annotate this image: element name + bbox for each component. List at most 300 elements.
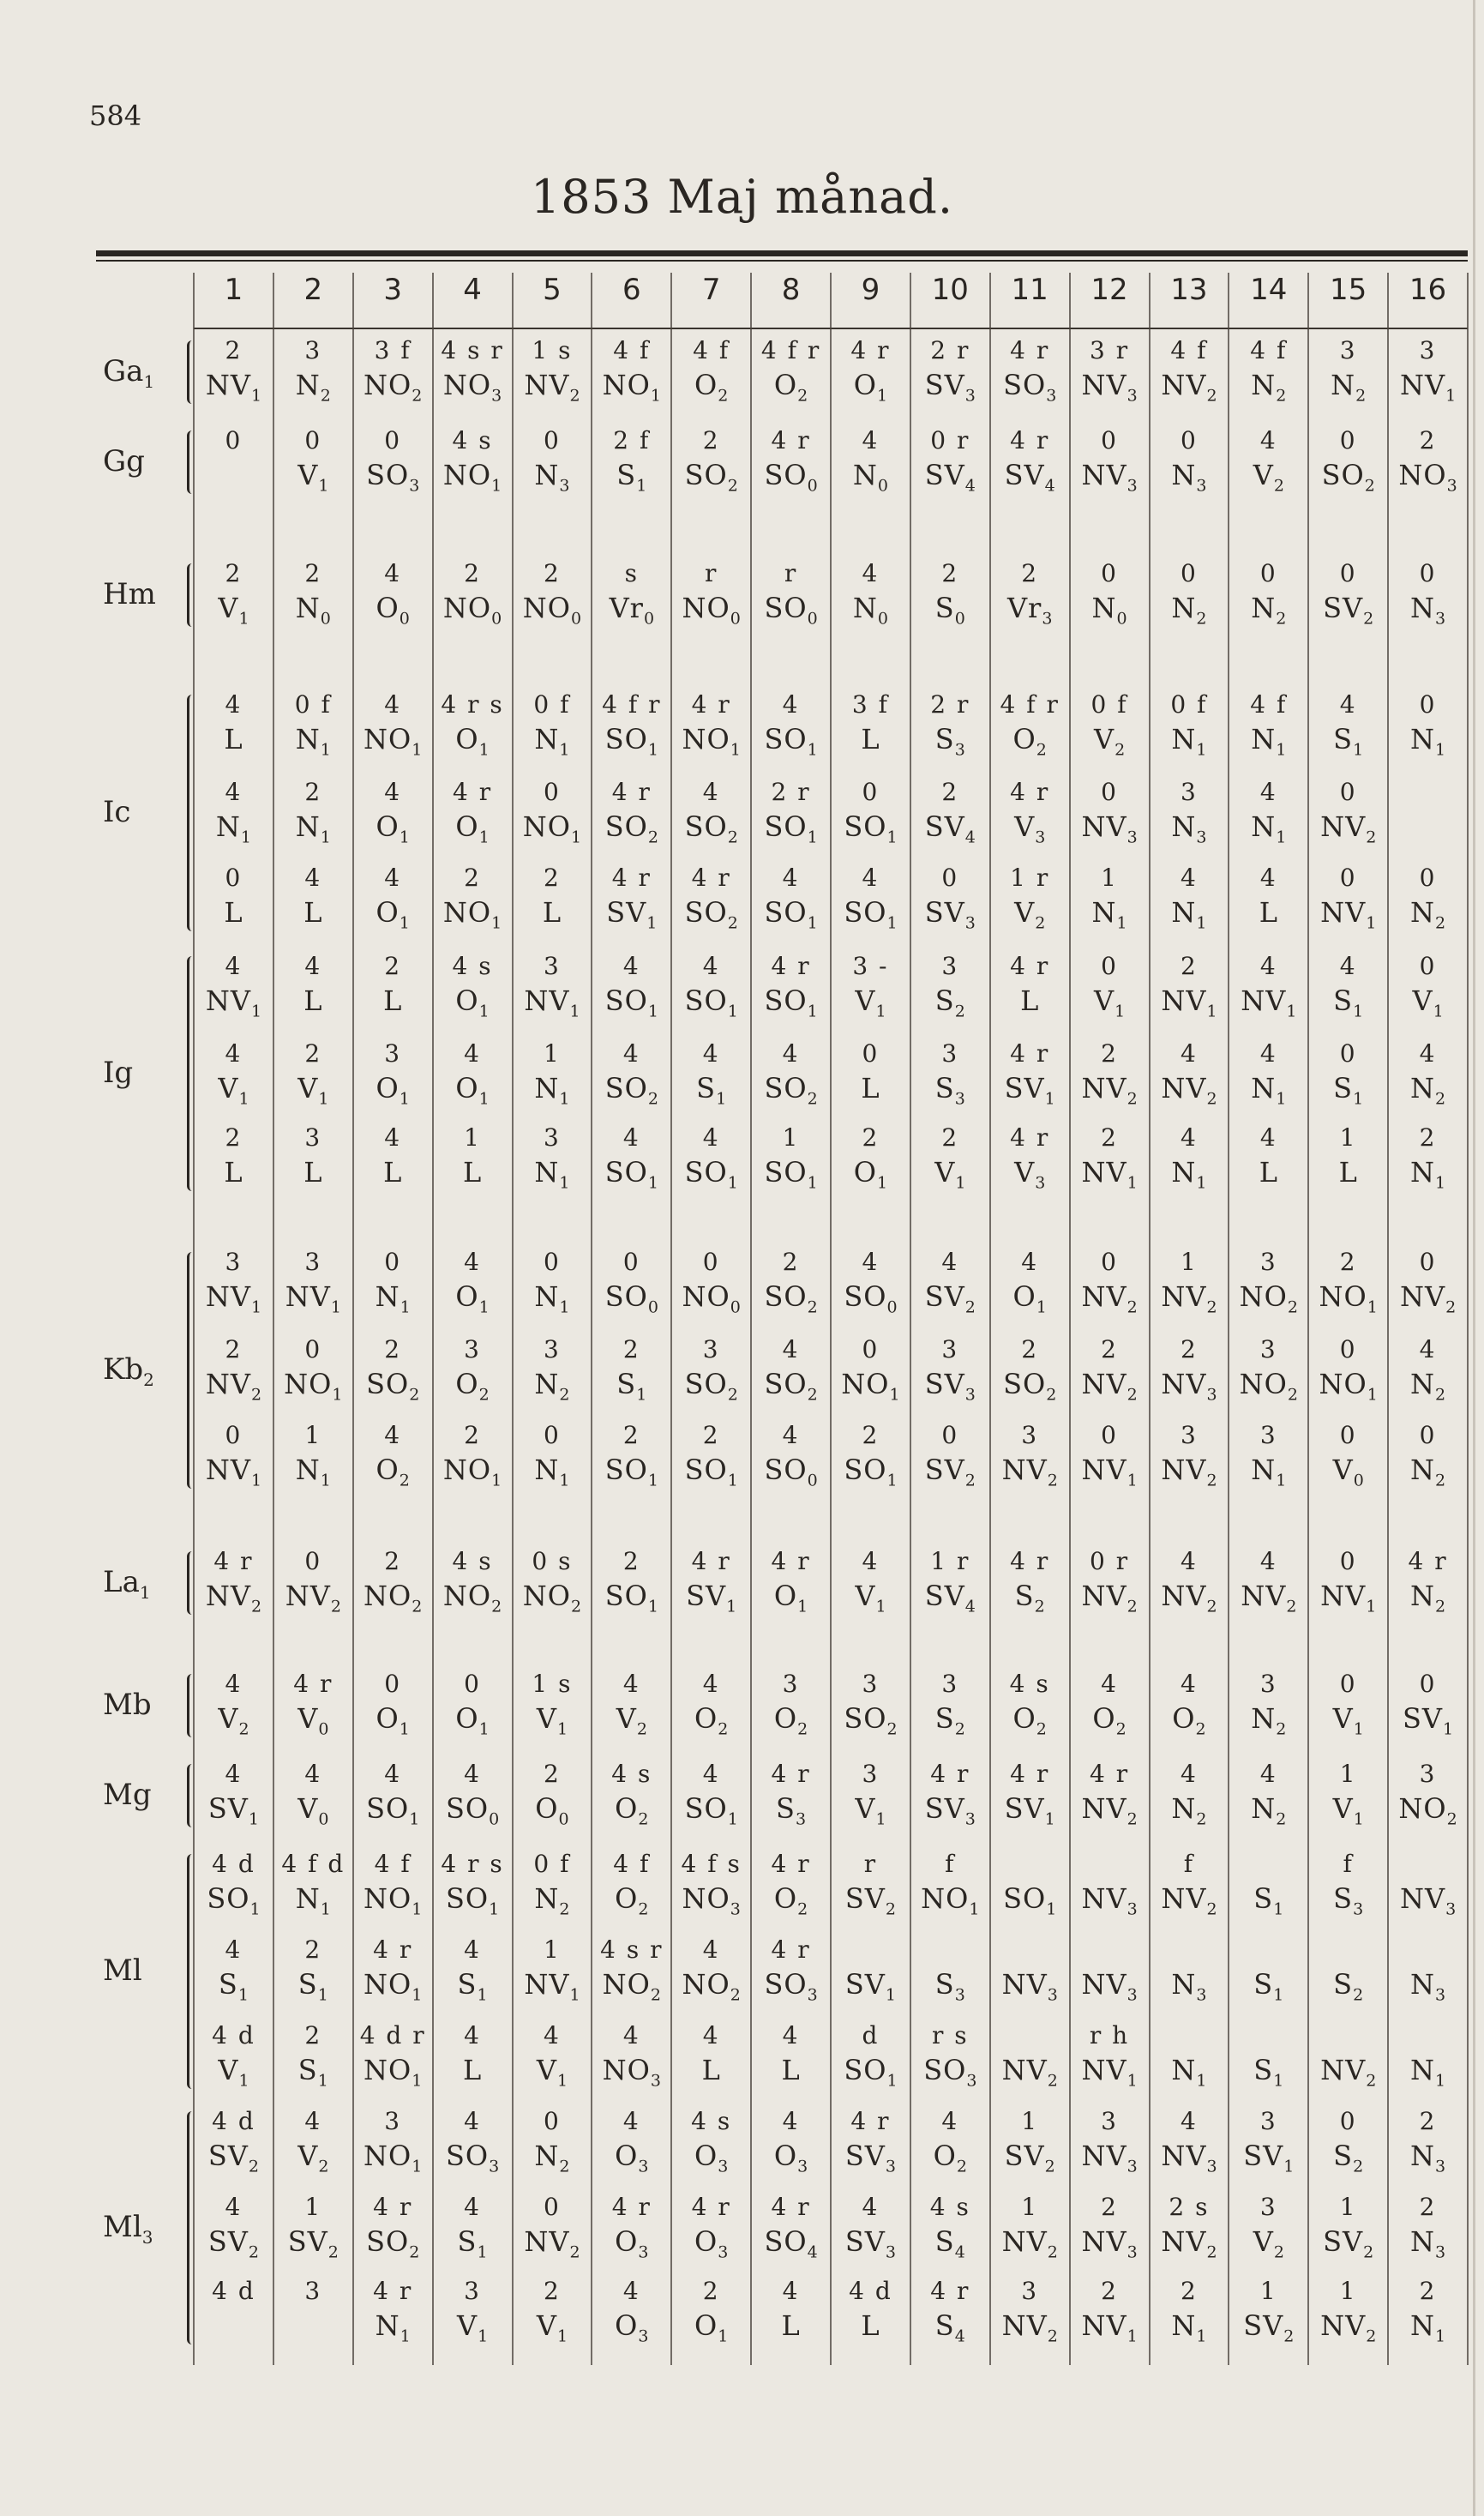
wind-force: 1 [1044,1089,1055,1109]
wind-direction: SV [1323,592,1364,624]
wind-direction: SV [1403,1702,1444,1735]
observation-cell [1229,1335,1308,1405]
wind-force: 3 [1127,2157,1138,2176]
wind-code [1150,1156,1229,1193]
cloud-weather-code: 4 [464,1248,481,1276]
wind-force: 1 [478,740,490,760]
observation-cell [433,1852,513,1919]
wind-direction: N [534,1368,560,1400]
cloud-weather-code: 4 s [452,952,493,980]
wind-direction: SO [445,1882,490,1915]
cloud-weather-code: 3 r [1090,336,1130,364]
wind-force: 2 [1364,476,1375,496]
cloud-weather-code: 2 [941,1123,959,1152]
wind-code [990,2142,1070,2176]
observation-cell [1229,1852,1308,1919]
cloud-weather-code: 3 [1021,1421,1039,1449]
wind-force: 2 [1435,913,1446,933]
wind-direction: L [1020,984,1040,1017]
day-header-14: 14 [1250,273,1288,307]
wind-code [433,461,513,496]
wind-code [751,2309,831,2346]
cloud-weather-code: 2 [1419,2193,1437,2221]
cloud-weather-code: 4 r [771,1935,811,1964]
cloud-weather-code: 4 r [611,864,652,892]
wind-direction: NO [363,369,412,401]
wind-force: 2 [1206,1471,1217,1490]
observation-cell [1070,2195,1150,2262]
wind-force: 3 [1047,1985,1058,2005]
wind-direction: S [1333,723,1354,755]
wind-code [751,1456,831,1490]
wind-direction: N [1410,2225,1436,2258]
observation-cell [513,954,592,1021]
cloud-weather-code: 0 r [1090,1547,1130,1575]
page-number: 584 [89,99,142,132]
wind-direction: O [1012,723,1036,755]
wind-force: 1 [559,740,570,760]
observation-cell [1388,2024,1468,2091]
cloud-weather-code: r [784,559,798,587]
wind-code [592,1882,671,1919]
wind-code [1388,725,1468,760]
cloud-weather-code: 0 [384,1248,402,1276]
observation-cell [592,2021,671,2091]
cloud-weather-code: 4 [622,2107,640,2135]
day-header-13: 13 [1170,273,1208,307]
wind-code [1388,1280,1468,1317]
wind-force: 2 [409,1385,420,1405]
cloud-weather-code: 4 [225,1760,243,1788]
wind-force: 2 [1195,1719,1206,1739]
observation-cell [353,690,433,760]
wind-direction: S [934,1702,955,1735]
wind-force: 1 [330,1297,341,1317]
wind-force: 3 [1035,828,1046,847]
observation-cell [910,780,990,847]
cloud-weather-code: 4 [1339,690,1357,719]
cloud-weather-code: 0 [1181,426,1198,454]
wind-code [1229,594,1308,629]
wind-code [273,1370,353,1405]
wind-force: 1 [478,828,490,847]
observation-cell [592,1123,671,1193]
cloud-weather-code: 0 f [1090,690,1128,719]
cloud-weather-code: 3 [304,336,322,364]
wind-force: 1 [320,740,331,760]
wind-direction: SO [844,896,887,929]
observation-cell [1229,1123,1308,1193]
wind-direction: S [1333,984,1354,1017]
observation-cell [1388,1421,1468,1490]
cloud-weather-code: 4 s r [441,336,504,364]
wind-force: 1 [1273,2071,1284,2091]
wind-code [353,1792,433,1829]
wind-direction: O [773,369,798,401]
wind-code [1229,461,1308,496]
wind-direction: NV [285,1280,331,1313]
wind-code [1308,1968,1388,2005]
wind-direction: SV [844,2140,886,2172]
observation-cell [671,1762,751,1829]
observation-cell [433,1123,513,1193]
wind-code [910,594,990,629]
wind-direction: SV [1323,2225,1364,2258]
wind-direction: O [694,2140,718,2172]
observation-cell [194,1250,273,1317]
wind-force: 3 [1196,476,1207,496]
station-name: La [103,1565,140,1599]
observation-cell [990,1123,1070,1193]
wind-code [1150,1370,1229,1405]
cloud-weather-code: 3 [384,2107,402,2135]
wind-direction: NO [363,723,412,755]
wind-direction: NV [524,2225,570,2258]
wind-code [671,1882,751,1919]
wind-code [353,1456,433,1490]
wind-code [513,1702,592,1739]
wind-force: 1 [1353,1809,1364,1829]
cloud-weather-code: 2 [1181,2277,1198,2305]
wind-force: 3 [964,913,976,933]
wind-code [194,1280,273,1317]
cloud-weather-code: 4 [941,2107,959,2135]
wind-force: 1 [412,1899,423,1919]
observation-cell [671,1250,751,1317]
cloud-weather-code: 2 [464,1421,481,1449]
wind-force: 2 [807,1089,818,1109]
wind-direction: N [1251,1792,1277,1825]
cloud-weather-code: 0 [622,1248,640,1276]
wind-force: 1 [399,1719,410,1739]
observation-cell [353,1852,433,1919]
wind-direction: N [534,723,560,755]
wind-code [990,984,1070,1021]
wind-direction: N [1410,896,1436,929]
cloud-weather-code: 2 [1181,952,1198,980]
observation-cell [513,1762,592,1829]
wind-code [671,2309,751,2346]
wind-force: 1 [807,1173,818,1193]
cloud-weather-code: 3 [304,2277,322,2305]
wind-direction: L [462,1156,483,1189]
cloud-weather-code: 2 [384,1547,402,1575]
wind-direction: SO [684,1792,728,1825]
wind-direction: N [295,723,321,755]
wind-direction: NO [363,1580,412,1612]
observation-cell [1388,1938,1468,2005]
wind-direction: N [295,369,321,401]
wind-force: 1 [636,476,647,496]
wind-direction: NV [1320,2309,1367,2342]
wind-force: 2 [1127,1597,1138,1616]
wind-direction: L [383,984,403,1017]
wind-force: 1 [647,740,658,760]
observation-cell [1388,780,1468,847]
wind-code [831,1456,910,1490]
wind-code [1388,2056,1468,2091]
wind-code [751,461,831,496]
cloud-weather-code: 1 [544,1935,561,1964]
wind-direction: N [1251,1454,1277,1486]
observation-cell [990,559,1070,629]
wind-force: 1 [1273,1899,1284,1919]
wind-direction: NV [1241,984,1287,1017]
wind-code [1070,371,1150,406]
wind-direction: O [694,1702,718,1735]
observation-cell [513,1852,592,1919]
wind-direction: N [534,1882,560,1915]
wind-code [273,2225,353,2262]
cloud-weather-code: 1 [1339,2277,1357,2305]
wind-force: 3 [797,2157,808,2176]
wind-force: 0 [877,476,888,496]
cloud-weather-code: 2 [1339,1248,1357,1276]
wind-code [1388,594,1468,629]
cloud-weather-code: 4 [1021,1248,1039,1276]
wind-direction: SO [764,1368,808,1400]
observation-cell [990,866,1070,933]
wind-direction: SO [445,2140,490,2172]
wind-code [1229,896,1308,933]
wind-direction: N [1331,369,1356,401]
wind-force: 1 [248,1809,259,1829]
wind-direction: O [376,1454,400,1486]
observation-cell [671,2195,751,2262]
wind-code [1070,896,1150,933]
observation-cell [990,426,1070,496]
wind-force: 1 [877,386,888,406]
observation-cell [513,1250,592,1317]
wind-code [1229,1968,1308,2005]
observation-cell [751,1762,831,1829]
wind-direction: S [297,2054,318,2086]
wind-direction: N [1171,1968,1197,2001]
cloud-weather-code: 3 [941,1039,959,1068]
cloud-weather-code: 1 r [930,1547,970,1575]
wind-force: 2 [1445,1297,1457,1317]
cloud-weather-code: 4 [304,2107,322,2135]
cloud-weather-code: 4 s r [600,1935,664,1964]
wind-code [194,725,273,760]
observation-cell [1070,780,1150,847]
observation-cell [1388,1547,1468,1616]
wind-force: 1 [400,1297,411,1317]
wind-code [194,2142,273,2176]
wind-force: 0 [1116,609,1127,629]
wind-force: 1 [317,1985,328,2005]
wind-direction: N [1171,1792,1197,1825]
wind-force: 0 [1353,1471,1364,1490]
cloud-weather-code: 0 [1339,1335,1357,1363]
wind-code [433,2309,513,2346]
observation-cell [273,2195,353,2262]
cloud-weather-code: 0 [1181,559,1198,587]
cloud-weather-code: 3 f [851,690,889,719]
wind-code [1070,2142,1150,2176]
wind-code [513,725,592,760]
station-subscript: 2 [143,1369,154,1390]
observation-cell [1070,2021,1150,2091]
cloud-weather-code: 2 [225,336,243,364]
wind-code [273,1582,353,1616]
wind-direction: S [616,459,637,491]
observation-cell [1308,1421,1388,1490]
wind-force: 1 [875,1597,886,1616]
wind-direction: NV [1320,1580,1367,1612]
observation-cell [910,559,990,629]
wind-direction: O [933,2140,957,2172]
wind-force: 2 [1366,2071,1377,2091]
observation-cell [273,1335,353,1405]
wind-direction: SO [604,1580,648,1612]
wind-code [513,1074,592,1109]
wind-direction: NV [1241,1580,1287,1612]
wind-force: 1 [400,2326,411,2346]
cloud-weather-code: 3 [1339,336,1357,364]
observation-cell [513,2279,592,2346]
wind-code [751,1280,831,1317]
wind-code [1229,2309,1308,2346]
station-name: Ga [103,354,144,388]
wind-code [1308,1074,1388,1109]
cloud-weather-code: 4 f r [1000,690,1060,719]
page-edge [1473,0,1475,2516]
wind-code [513,461,592,496]
observation-cell [1388,426,1468,496]
wind-code [273,2142,353,2176]
wind-force: 1 [1286,1002,1297,1021]
observation-cell [1388,2107,1468,2176]
wind-code [1308,1792,1388,1829]
observation-cell [1150,2279,1229,2346]
wind-code [1308,810,1388,847]
wind-force: 2 [727,1385,738,1405]
wind-code [910,1370,990,1405]
cloud-weather-code: 0 [304,1335,322,1363]
wind-force: 1 [556,2071,568,2091]
wind-direction: N [1091,896,1117,929]
wind-direction: NV [1081,1072,1127,1105]
wind-force: 1 [318,1089,329,1109]
wind-code [592,2056,671,2091]
wind-direction: NV [1399,1280,1446,1313]
wind-force: 4 [964,1597,976,1616]
observation-cell [513,690,592,760]
wind-direction: NO [682,1280,730,1313]
wind-direction: SO [604,810,648,843]
cloud-weather-code: 4 [225,1670,243,1698]
wind-direction: SO [1003,369,1047,401]
cloud-weather-code: 4 [384,690,402,719]
wind-code [831,2309,910,2346]
cloud-weather-code: 4 [384,778,402,806]
observation-cell [433,2279,513,2346]
wind-force: 1 [1435,740,1446,760]
wind-force: 2 [1206,1899,1217,1919]
wind-force: 2 [1206,1297,1217,1317]
wind-direction: NO [921,1882,970,1915]
wind-code [273,984,353,1021]
wind-direction: SO [366,2225,410,2258]
wind-direction: NV [285,1580,331,1612]
observation-cell [751,866,831,933]
wind-code [513,2225,592,2262]
wind-force: 1 [1283,2157,1295,2176]
cloud-weather-code: 3 [702,1335,720,1363]
observation-cell [671,426,751,496]
cloud-weather-code: 4 s [929,2193,970,2221]
wind-force: 3 [650,2071,661,2091]
wind-direction: V [297,1702,319,1735]
wind-code [433,371,513,406]
observation-cell [1308,2195,1388,2262]
observation-cell [1308,1123,1388,1193]
observation-cell [671,2279,751,2346]
cloud-weather-code: 4 [862,1248,880,1276]
wind-direction: L [303,984,323,1017]
cloud-weather-code: 3 [1181,778,1198,806]
observation-cell [1070,690,1150,760]
wind-direction: NV [1081,1280,1127,1313]
observation-cell [910,2021,990,2091]
wind-code [1388,1456,1468,1490]
wind-direction: SO [764,896,808,929]
observation-cell [1388,1039,1468,1109]
wind-direction: O [455,723,479,755]
wind-direction: SO [604,723,648,755]
wind-direction: SO [604,1454,648,1486]
wind-code [194,371,273,406]
cloud-weather-code: 3 [1419,1760,1437,1788]
observation-cell [831,1039,910,1109]
wind-code [1388,1074,1468,1109]
wind-direction: O [615,2140,639,2172]
wind-code [751,371,831,406]
wind-code [1308,461,1388,496]
observation-cell [1229,1547,1308,1616]
cloud-weather-code: 2 [1101,2193,1118,2221]
day-header-15: 15 [1330,273,1367,307]
wind-code [433,2142,513,2176]
cloud-weather-code: 4 [304,952,322,980]
cloud-weather-code: 4 r [771,952,811,980]
wind-code [592,461,671,496]
cloud-weather-code: 4 [225,778,243,806]
wind-direction: SO [764,810,808,843]
cloud-weather-code: 4 [464,1935,481,1964]
wind-code [194,1792,273,1829]
wind-force: 2 [1363,609,1374,629]
wind-code [671,1456,751,1490]
observation-cell [910,690,990,760]
wind-code [1150,2056,1229,2091]
observation-cell [831,780,910,847]
wind-code [433,725,513,760]
wind-direction: S [934,592,955,624]
wind-direction: SV [1243,2140,1284,2172]
wind-code [353,1280,433,1317]
wind-code [1070,2309,1150,2346]
wind-direction: NO [284,1368,333,1400]
cloud-weather-code: 4 [384,1123,402,1152]
wind-force: 3 [638,2242,649,2262]
wind-force: 2 [330,1597,341,1616]
wind-code [671,2056,751,2091]
wind-force: 2 [412,386,423,406]
cloud-weather-code: 4 [225,1935,243,1964]
wind-force: 1 [1367,1385,1378,1405]
